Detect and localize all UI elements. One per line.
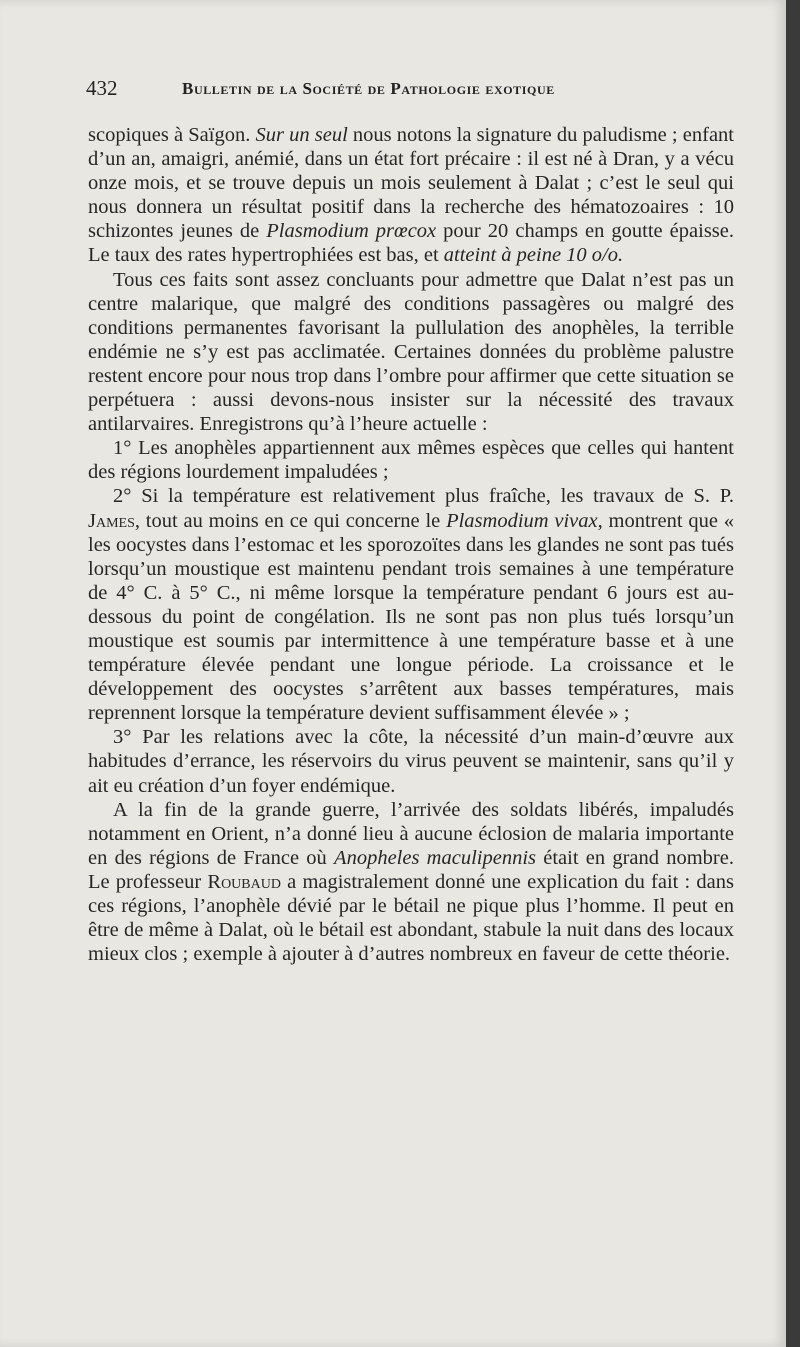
text-span: 3° Par les relations avec la côte, la nécessité d’un main-d’œuvre aux habitudes d’errance, les réservoirs du virus peuvent se maintenir, sans qu’il y ait eu création d’un foyer endémique. [88,726,734,797]
text-span: Tous ces faits sont assez concluants pour admettre que Dalat n’est pas un centre malarique, que malgré des conditions passagères ou malgré des conditions permanentes favorisant la pullulation des anophèles, la terrible endémie ne s’y est pas acclimatée. Certaines données du problème palustre restent encore pour nous trop dans l’ombre pour affirmer que cette situation se perpétuera : aussi devons-nous insister sur la nécessité des travaux antilarvaires. Enregistrons qu’à l’heure actuelle : [88,268,734,436]
running-title: Bulletin de la Société de Pathologie exotique [182,79,555,98]
italic-span: Anopheles maculipennis [334,846,536,869]
italic-span: Plasmodium prœcox [266,220,437,243]
page-number: 432 [86,76,118,100]
small-caps-span: James [88,509,135,532]
text-span: a magistralement donné une explication du fait : dans ces régions, l’anophèle dévié par le bétail ne pique plus l’homme. Il peut en être de même à Dalat, où le bétail est abondant, stabule la nuit dans des locaux mieux clos ; exemple à ajouter à d’autres nombreux en faveur de cette théorie. [88,870,734,966]
text-span: , tout au moins en ce qui concerne le [134,509,447,532]
scan-edge [786,0,800,1347]
paragraph-item-1 [88,436,734,484]
body-text [88,123,734,966]
italic-span: atteint à peine 10 o/o. [443,244,624,267]
paragraph-2 [88,268,734,437]
page-header [86,76,736,106]
text-span: , montrent que « les oocystes dans l’estomac et les sporozoïtes dans les glandes ne sont pas tués lorsqu’un moustique est maintenu pendant trois semaines à une température de 4° C. à 5° C., ni même lorsque la température pendant 6 jours est au-dessous du point de congélation. Ils ne sont pas non plus tués lorsqu’un moustique est soumis par intermittence à une température basse et à une température élevée pendant une longue période. La croissance et le développement des oocystes s’arrêtent aux basses températures, mais reprennent lorsque la température devient suffisamment élevée » ; [88,509,734,725]
text-span: A la fin de la grande guerre, l’arrivée des soldats libérés, impaludés notamment en Orient, n’a donné lieu à aucune éclosion de malaria importante en des régions de France où [88,798,734,869]
text-span: était en grand nombre. Le professeur [88,846,734,893]
italic-span: Sur un seul [255,124,348,146]
text-span: 1° Les anophèles appartiennent aux mêmes espèces que celles qui hantent des régions lourdement impaludées ; [88,437,734,484]
text-span: pour 20 champs en goutte épaisse. Le taux des rates hypertrophiées est bas, et [88,220,734,267]
text-span: nous notons la signature du paludisme ; enfant d’un an, amaigri, anémié, dans un état fort précaire : il est né à Dran, y a vécu onze mois, et se trouve depuis un mois seulement à Dalat ; c’est le seul qui nous donnera un résultat positif dans la recherche des hématozoaires : 10 schizontes jeunes de [88,124,734,243]
paragraph-6 [88,798,734,967]
text-span: 2° Si la température est relativement plus fraîche, les travaux de S. P. [113,485,734,508]
paragraph-item-2 [88,484,734,725]
paragraph-1 [88,123,734,268]
italic-span: Plasmodium vivax [446,509,598,532]
text-span: scopiques à Saïgon. [88,124,256,146]
small-caps-span: Roubaud [207,870,281,893]
paragraph-item-3 [88,725,734,797]
